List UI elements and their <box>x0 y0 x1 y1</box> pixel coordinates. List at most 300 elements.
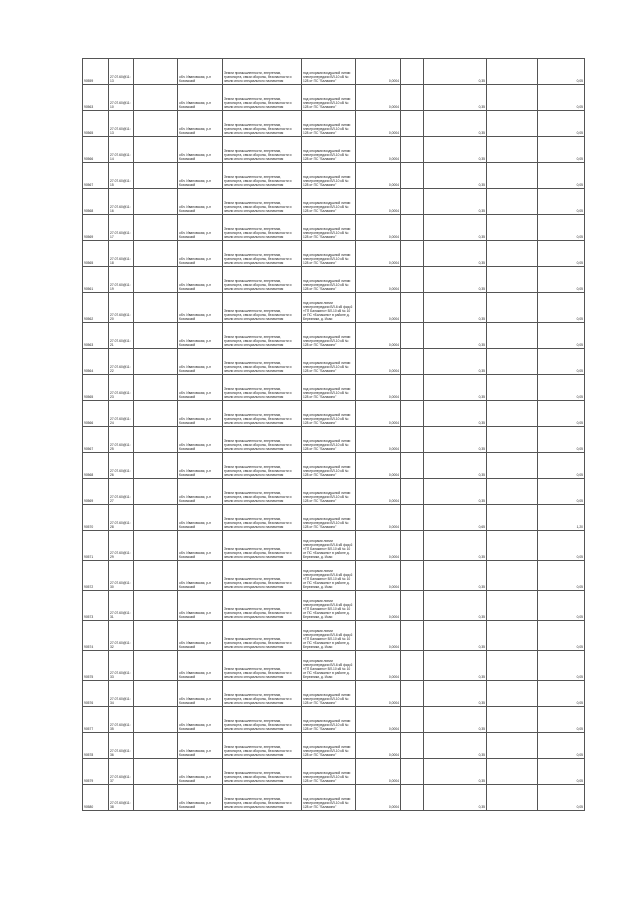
table-row <box>83 85 585 111</box>
rate-cell: 0,05 <box>538 349 585 375</box>
cadastral-number-cell: 90568 <box>83 453 109 479</box>
empty-cell <box>401 561 424 591</box>
address-cell: обл. Ивановская, р-н Кохомский <box>178 759 223 785</box>
value-cell: 0,35 <box>424 137 487 163</box>
empty-cell <box>487 163 538 189</box>
area-cell: 0,0004 <box>356 453 401 479</box>
empty-cell <box>401 349 424 375</box>
permitted-use-cell: под опорами воздушной линии электропередачи ВЛ-10 кВ № 128 от ПС "Балакино" <box>302 785 356 811</box>
table-row <box>83 621 585 651</box>
area-cell: 0,0004 <box>356 427 401 453</box>
empty-cell <box>487 591 538 621</box>
area-cell: 0,0004 <box>356 733 401 759</box>
empty-cell <box>401 621 424 651</box>
address-cell: обл. Ивановская, р-н Кохомский <box>178 323 223 349</box>
table-row <box>83 733 585 759</box>
cadastral-number-cell: 90572 <box>83 561 109 591</box>
value-cell: 0,35 <box>424 59 487 85</box>
permitted-use-cell: под опорами воздушной линии электропередачи ВЛ-10 кВ № 128 от ПС "Балакино" <box>302 163 356 189</box>
address-cell: обл. Ивановская, р-н Кохомский <box>178 681 223 707</box>
empty-cell <box>487 375 538 401</box>
cadastral-number-cell: 90567 <box>83 163 109 189</box>
rate-cell: 0,05 <box>538 759 585 785</box>
area-cell: 0,0004 <box>356 621 401 651</box>
value-cell: 0,35 <box>424 241 487 267</box>
address-cell: обл. Ивановская, р-н Кохомский <box>178 561 223 591</box>
empty-cell <box>487 561 538 591</box>
empty-cell <box>487 215 538 241</box>
permitted-use-cell: под опорами воздушной линии электропередачи ВЛ-10 кВ № 128 от ПС "Балакино" <box>302 189 356 215</box>
registration-date-cell: 27.07.60@11:19 <box>109 267 134 293</box>
empty-cell <box>134 453 178 479</box>
empty-cell <box>134 111 178 137</box>
land-category-cell: Земли промышленности, энергетики, транспорта, связи обороны, безопасности и земли иного специального назначения <box>223 163 302 189</box>
land-category-cell: Земли промышленности, энергетики, транспорта, связи обороны, безопасности и земли иного специального назначения <box>223 591 302 621</box>
rate-cell: 0,05 <box>538 163 585 189</box>
registration-date-cell: 27.07.60@11:36 <box>109 733 134 759</box>
address-cell: обл. Ивановская, р-н Кохомский <box>178 137 223 163</box>
value-cell: 0,35 <box>424 349 487 375</box>
value-cell: 0,35 <box>424 163 487 189</box>
empty-cell <box>134 241 178 267</box>
cadastral-number-cell: 90567 <box>83 427 109 453</box>
address-cell: обл. Ивановская, р-н Кохомский <box>178 479 223 505</box>
rate-cell: 0,05 <box>538 453 585 479</box>
empty-cell <box>487 785 538 811</box>
land-category-cell: Земли промышленности, энергетики, транспорта, связи обороны, безопасности и земли иного специального назначения <box>223 733 302 759</box>
area-cell: 0,0004 <box>356 189 401 215</box>
address-cell: обл. Ивановская, р-н Кохомский <box>178 707 223 733</box>
empty-cell <box>401 505 424 531</box>
address-cell: обл. Ивановская, р-н Кохомский <box>178 785 223 811</box>
table-row <box>83 427 585 453</box>
cadastral-number-cell: 90564 <box>83 349 109 375</box>
land-registry-sheet <box>82 58 583 811</box>
value-cell: 0,35 <box>424 621 487 651</box>
permitted-use-cell: под опорами воздушной линии электропередачи ВЛ-10 кВ № 128 от ПС "Балакино" <box>302 733 356 759</box>
empty-cell <box>401 401 424 427</box>
address-cell: обл. Ивановская, р-н Кохомский <box>178 453 223 479</box>
registration-date-cell: 27.07.60@11:20 <box>109 293 134 323</box>
empty-cell <box>401 215 424 241</box>
land-category-cell: Земли промышленности, энергетики, транспорта, связи обороны, безопасности и земли иного специального назначения <box>223 561 302 591</box>
empty-cell <box>401 137 424 163</box>
empty-cell <box>134 427 178 453</box>
empty-cell <box>487 531 538 561</box>
registration-date-cell: 27.07.60@11:37 <box>109 759 134 785</box>
rate-cell: 0,05 <box>538 651 585 681</box>
registration-date-cell: 27.07.60@11:22 <box>109 349 134 375</box>
land-category-cell: Земли промышленности, энергетики, транспорта, связи обороны, безопасности и земли иного специального назначения <box>223 375 302 401</box>
registration-date-cell: 27.07.60@11:29 <box>109 531 134 561</box>
address-cell: обл. Ивановская, р-н Кохомский <box>178 651 223 681</box>
area-cell: 0,0004 <box>356 531 401 561</box>
area-cell: 0,0004 <box>356 349 401 375</box>
empty-cell <box>134 785 178 811</box>
address-cell: обл. Ивановская, р-н Кохомский <box>178 349 223 375</box>
empty-cell <box>487 453 538 479</box>
empty-cell <box>487 733 538 759</box>
rate-cell: 0,05 <box>538 733 585 759</box>
land-category-cell: Земли промышленности, энергетики, транспорта, связи обороны, безопасности и земли иного специального назначения <box>223 427 302 453</box>
registration-date-cell: 27.07.60@11:27 <box>109 479 134 505</box>
land-category-cell: Земли промышленности, энергетики, транспорта, связи обороны, безопасности и земли иного специального назначения <box>223 349 302 375</box>
value-cell: 0,65 <box>424 505 487 531</box>
table-row <box>83 111 585 137</box>
land-category-cell: Земли промышленности, энергетики, транспорта, связи обороны, безопасности и земли иного специального назначения <box>223 59 302 85</box>
value-cell: 0,35 <box>424 85 487 111</box>
rate-cell: 0,05 <box>538 479 585 505</box>
area-cell: 0,0004 <box>356 707 401 733</box>
registration-date-cell: 27.07.60@11:25 <box>109 427 134 453</box>
permitted-use-cell: под опорами линии электропередачи ВЛ-6 кВ фид.6 «ТП Балакино» ВЛ-10 кВ № 10 от ПС «Балакино» в районе д. Березники, д. Исаи <box>302 531 356 561</box>
empty-cell <box>134 267 178 293</box>
value-cell: 0,35 <box>424 453 487 479</box>
empty-cell <box>487 189 538 215</box>
table-row <box>83 215 585 241</box>
empty-cell <box>134 505 178 531</box>
empty-cell <box>401 293 424 323</box>
land-category-cell: Земли промышленности, энергетики, транспорта, связи обороны, безопасности и земли иного специального назначения <box>223 401 302 427</box>
permitted-use-cell: под опорами воздушной линии электропередачи ВЛ-10 кВ № 128 от ПС "Балакино" <box>302 85 356 111</box>
area-cell: 0,0004 <box>356 59 401 85</box>
registration-date-cell: 27.07.60@11:35 <box>109 707 134 733</box>
empty-cell <box>487 293 538 323</box>
area-cell: 0,0004 <box>356 785 401 811</box>
table-row <box>83 681 585 707</box>
empty-cell <box>134 621 178 651</box>
rate-cell: 0,05 <box>538 85 585 111</box>
land-category-cell: Земли промышленности, энергетики, транспорта, связи обороны, безопасности и земли иного специального назначения <box>223 785 302 811</box>
cadastral-number-cell: 90569 <box>83 215 109 241</box>
rate-cell: 0,05 <box>538 531 585 561</box>
address-cell: обл. Ивановская, р-н Кохомский <box>178 375 223 401</box>
empty-cell <box>401 111 424 137</box>
address-cell: обл. Ивановская, р-н Кохомский <box>178 293 223 323</box>
empty-cell <box>134 759 178 785</box>
area-cell: 0,0004 <box>356 401 401 427</box>
rate-cell: 0,05 <box>538 137 585 163</box>
address-cell: обл. Ивановская, р-н Кохомский <box>178 591 223 621</box>
land-category-cell: Земли промышленности, энергетики, транспорта, связи обороны, безопасности и земли иного специального назначения <box>223 215 302 241</box>
address-cell: обл. Ивановская, р-н Кохомский <box>178 215 223 241</box>
registration-date-cell: 27.07.60@11:17 <box>109 215 134 241</box>
empty-cell <box>401 267 424 293</box>
area-cell: 0,0004 <box>356 241 401 267</box>
registration-date-cell: 27.07.60@11:18 <box>109 241 134 267</box>
table-row <box>83 651 585 681</box>
empty-cell <box>134 349 178 375</box>
table-row <box>83 323 585 349</box>
empty-cell <box>401 759 424 785</box>
permitted-use-cell: под опорами воздушной линии электропередачи ВЛ-10 кВ № 128 от ПС "Балакино" <box>302 323 356 349</box>
empty-cell <box>487 323 538 349</box>
cadastral-number-cell: 90570 <box>83 505 109 531</box>
cadastral-number-cell: 90568 <box>83 189 109 215</box>
permitted-use-cell: под опорами воздушной линии электропередачи ВЛ-10 кВ № 128 от ПС "Балакино" <box>302 267 356 293</box>
land-category-cell: Земли промышленности, энергетики, транспорта, связи обороны, безопасности и земли иного специального назначения <box>223 85 302 111</box>
table-row <box>83 707 585 733</box>
permitted-use-cell: под опорами воздушной линии электропередачи ВЛ-10 кВ № 128 от ПС "Балакино" <box>302 505 356 531</box>
cadastral-number-cell: 90565 <box>83 241 109 267</box>
table-row <box>83 759 585 785</box>
empty-cell <box>401 59 424 85</box>
empty-cell <box>487 505 538 531</box>
rate-cell: 0,05 <box>538 427 585 453</box>
cadastral-number-cell: 90565 <box>83 375 109 401</box>
address-cell: обл. Ивановская, р-н Кохомский <box>178 85 223 111</box>
empty-cell <box>487 401 538 427</box>
address-cell: обл. Ивановская, р-н Кохомский <box>178 59 223 85</box>
rate-cell: 1,20 <box>538 505 585 531</box>
permitted-use-cell: под опорами воздушной линии электропередачи ВЛ-10 кВ № 128 от ПС "Балакино" <box>302 401 356 427</box>
empty-cell <box>401 785 424 811</box>
table-row <box>83 591 585 621</box>
table-row <box>83 401 585 427</box>
registration-date-cell: 27.07.60@11:16 <box>109 189 134 215</box>
empty-cell <box>134 375 178 401</box>
rate-cell: 0,05 <box>538 785 585 811</box>
empty-cell <box>134 137 178 163</box>
empty-cell <box>487 85 538 111</box>
rate-cell: 0,05 <box>538 215 585 241</box>
area-cell: 0,0004 <box>356 681 401 707</box>
address-cell: обл. Ивановская, р-н Кохомский <box>178 531 223 561</box>
table-row <box>83 293 585 323</box>
rate-cell: 0,05 <box>538 561 585 591</box>
value-cell: 0,35 <box>424 401 487 427</box>
area-cell: 0,0004 <box>356 651 401 681</box>
empty-cell <box>401 531 424 561</box>
permitted-use-cell: под опорами воздушной линии электропередачи ВЛ-10 кВ № 128 от ПС "Балакино" <box>302 241 356 267</box>
land-category-cell: Земли промышленности, энергетики, транспорта, связи обороны, безопасности и земли иного специального назначения <box>223 189 302 215</box>
table-row <box>83 531 585 561</box>
address-cell: обл. Ивановская, р-н Кохомский <box>178 401 223 427</box>
rate-cell: 0,05 <box>538 111 585 137</box>
permitted-use-cell: под опорами воздушной линии электропередачи ВЛ-10 кВ № 128 от ПС "Балакино" <box>302 427 356 453</box>
value-cell: 0,35 <box>424 561 487 591</box>
address-cell: обл. Ивановская, р-н Кохомский <box>178 267 223 293</box>
registration-date-cell: 27.07.60@11:38 <box>109 785 134 811</box>
area-cell: 0,0004 <box>356 111 401 137</box>
empty-cell <box>401 323 424 349</box>
area-cell: 0,0004 <box>356 293 401 323</box>
address-cell: обл. Ивановская, р-н Кохомский <box>178 241 223 267</box>
table-row <box>83 163 585 189</box>
empty-cell <box>134 85 178 111</box>
empty-cell <box>401 453 424 479</box>
table-row <box>83 349 585 375</box>
rate-cell: 0,05 <box>538 401 585 427</box>
value-cell: 0,35 <box>424 733 487 759</box>
empty-cell <box>134 707 178 733</box>
value-cell: 0,35 <box>424 591 487 621</box>
table-row <box>83 241 585 267</box>
registration-date-cell: 27.07.60@11:13 <box>109 59 134 85</box>
empty-cell <box>487 111 538 137</box>
empty-cell <box>487 707 538 733</box>
permitted-use-cell: под опорами воздушной линии электропередачи ВЛ-10 кВ № 128 от ПС "Балакино" <box>302 707 356 733</box>
registration-date-cell: 27.07.60@11:26 <box>109 453 134 479</box>
address-cell: обл. Ивановская, р-н Кохомский <box>178 427 223 453</box>
cadastral-number-cell: 90569 <box>83 479 109 505</box>
rate-cell: 0,05 <box>538 707 585 733</box>
area-cell: 0,0004 <box>356 505 401 531</box>
cadastral-number-cell: 90580 <box>83 785 109 811</box>
address-cell: обл. Ивановская, р-н Кохомский <box>178 621 223 651</box>
empty-cell <box>134 215 178 241</box>
empty-cell <box>134 651 178 681</box>
land-category-cell: Земли промышленности, энергетики, транспорта, связи обороны, безопасности и земли иного специального назначения <box>223 323 302 349</box>
empty-cell <box>134 293 178 323</box>
empty-cell <box>401 591 424 621</box>
empty-cell <box>134 681 178 707</box>
table-row <box>83 137 585 163</box>
table-row <box>83 785 585 811</box>
permitted-use-cell: под опорами воздушной линии электропередачи ВЛ-10 кВ № 128 от ПС "Балакино" <box>302 59 356 85</box>
registration-date-cell: 27.07.60@11:24 <box>109 401 134 427</box>
registration-date-cell: 27.07.60@11:28 <box>109 505 134 531</box>
permitted-use-cell: под опорами воздушной линии электропередачи ВЛ-10 кВ № 128 от ПС "Балакино" <box>302 137 356 163</box>
table-body <box>83 59 585 811</box>
area-cell: 0,0004 <box>356 267 401 293</box>
area-cell: 0,0004 <box>356 323 401 349</box>
registration-date-cell: 27.07.60@11:15 <box>109 163 134 189</box>
area-cell: 0,0004 <box>356 479 401 505</box>
empty-cell <box>487 479 538 505</box>
area-cell: 0,0004 <box>356 137 401 163</box>
value-cell: 0,35 <box>424 375 487 401</box>
value-cell: 0,35 <box>424 785 487 811</box>
value-cell: 0,35 <box>424 267 487 293</box>
permitted-use-cell: под опорами воздушной линии электропередачи ВЛ-10 кВ № 128 от ПС "Балакино" <box>302 453 356 479</box>
empty-cell <box>401 651 424 681</box>
area-cell: 0,0004 <box>356 591 401 621</box>
cadastral-number-cell: 90565 <box>83 111 109 137</box>
permitted-use-cell: под опорами воздушной линии электропередачи ВЛ-10 кВ № 128 от ПС "Балакино" <box>302 375 356 401</box>
land-category-cell: Земли промышленности, энергетики, транспорта, связи обороны, безопасности и земли иного специального назначения <box>223 453 302 479</box>
empty-cell <box>134 59 178 85</box>
land-category-cell: Земли промышленности, энергетики, транспорта, связи обороны, безопасности и земли иного специального назначения <box>223 241 302 267</box>
rate-cell: 0,05 <box>538 267 585 293</box>
registration-date-cell: 27.07.60@11:33 <box>109 651 134 681</box>
cadastral-number-cell: 90563 <box>83 85 109 111</box>
empty-cell <box>401 241 424 267</box>
empty-cell <box>401 189 424 215</box>
registration-date-cell: 27.07.60@11:30 <box>109 561 134 591</box>
address-cell: обл. Ивановская, р-н Кохомский <box>178 733 223 759</box>
empty-cell <box>487 137 538 163</box>
rate-cell: 0,05 <box>538 323 585 349</box>
table-row <box>83 59 585 85</box>
permitted-use-cell: под опорами линии электропередачи ВЛ-6 кВ фид.6 «ТП Балакино» ВЛ-10 кВ № 10 от ПС «Балакино» в районе д. Березники, д. Исаи <box>302 651 356 681</box>
registration-date-cell: 27.07.60@11:13 <box>109 111 134 137</box>
area-cell: 0,0004 <box>356 561 401 591</box>
land-category-cell: Земли промышленности, энергетики, транспорта, связи обороны, безопасности и земли иного специального назначения <box>223 137 302 163</box>
value-cell: 0,35 <box>424 323 487 349</box>
rate-cell: 0,05 <box>538 681 585 707</box>
registration-date-cell: 27.07.60@11:31 <box>109 591 134 621</box>
value-cell: 0,35 <box>424 759 487 785</box>
table-row <box>83 453 585 479</box>
registration-date-cell: 27.07.60@11:23 <box>109 375 134 401</box>
empty-cell <box>487 759 538 785</box>
rate-cell: 0,05 <box>538 59 585 85</box>
land-category-cell: Земли промышленности, энергетики, транспорта, связи обороны, безопасности и земли иного специального назначения <box>223 293 302 323</box>
cadastral-number-cell: 90571 <box>83 531 109 561</box>
permitted-use-cell: под опорами воздушной линии электропередачи ВЛ-10 кВ № 128 от ПС "Балакино" <box>302 759 356 785</box>
empty-cell <box>134 479 178 505</box>
land-category-cell: Земли промышленности, энергетики, транспорта, связи обороны, безопасности и земли иного специального назначения <box>223 707 302 733</box>
area-cell: 0,0004 <box>356 163 401 189</box>
cadastral-number-cell: 90561 <box>83 267 109 293</box>
table-row <box>83 375 585 401</box>
land-category-cell: Земли промышленности, энергетики, транспорта, связи обороны, безопасности и земли иного специального назначения <box>223 651 302 681</box>
cadastral-number-cell: 90573 <box>83 591 109 621</box>
cadastral-number-cell: 90559 <box>83 59 109 85</box>
empty-cell <box>487 267 538 293</box>
empty-cell <box>401 163 424 189</box>
land-category-cell: Земли промышленности, энергетики, транспорта, связи обороны, безопасности и земли иного специального назначения <box>223 531 302 561</box>
area-cell: 0,0004 <box>356 759 401 785</box>
empty-cell <box>401 681 424 707</box>
value-cell: 0,35 <box>424 189 487 215</box>
empty-cell <box>401 479 424 505</box>
cadastral-number-cell: 90566 <box>83 401 109 427</box>
registration-date-cell: 27.07.60@11:10 <box>109 85 134 111</box>
permitted-use-cell: под опорами воздушной линии электропередачи ВЛ-10 кВ № 128 от ПС "Балакино" <box>302 215 356 241</box>
value-cell: 0,35 <box>424 293 487 323</box>
permitted-use-cell: под опорами линии электропередачи ВЛ-6 кВ фид.6 «ТП Балакино» ВЛ-10 кВ № 10 от ПС «Балакино» в районе д. Березники, д. Исаи <box>302 621 356 651</box>
cadastral-number-cell: 90578 <box>83 733 109 759</box>
empty-cell <box>134 561 178 591</box>
land-parcels-table <box>82 58 585 811</box>
permitted-use-cell: под опорами линии электропередачи ВЛ-6 кВ фид.6 «ТП Балакино» ВЛ-10 кВ № 10 от ПС «Балакино» в районе д. Березники, д. Исаи <box>302 561 356 591</box>
permitted-use-cell: под опорами воздушной линии электропередачи ВЛ-10 кВ № 128 от ПС "Балакино" <box>302 111 356 137</box>
empty-cell <box>487 241 538 267</box>
land-category-cell: Земли промышленности, энергетики, транспорта, связи обороны, безопасности и земли иного специального назначения <box>223 505 302 531</box>
empty-cell <box>401 85 424 111</box>
table-row <box>83 189 585 215</box>
rate-cell: 0,05 <box>538 375 585 401</box>
value-cell: 0,35 <box>424 111 487 137</box>
registration-date-cell: 27.07.60@11:21 <box>109 323 134 349</box>
rate-cell: 0,05 <box>538 621 585 651</box>
address-cell: обл. Ивановская, р-н Кохомский <box>178 189 223 215</box>
empty-cell <box>401 427 424 453</box>
registration-date-cell: 27.07.60@11:34 <box>109 681 134 707</box>
land-category-cell: Земли промышленности, энергетики, транспорта, связи обороны, безопасности и земли иного специального назначения <box>223 681 302 707</box>
area-cell: 0,0004 <box>356 215 401 241</box>
address-cell: обл. Ивановская, р-н Кохомский <box>178 505 223 531</box>
empty-cell <box>134 189 178 215</box>
value-cell: 0,35 <box>424 427 487 453</box>
rate-cell: 0,05 <box>538 241 585 267</box>
cadastral-number-cell: 90577 <box>83 707 109 733</box>
empty-cell <box>134 401 178 427</box>
cadastral-number-cell: 90579 <box>83 759 109 785</box>
cadastral-number-cell: 90574 <box>83 621 109 651</box>
land-category-cell: Земли промышленности, энергетики, транспорта, связи обороны, безопасности и земли иного специального назначения <box>223 479 302 505</box>
empty-cell <box>487 651 538 681</box>
area-cell: 0,0004 <box>356 375 401 401</box>
registration-date-cell: 27.07.60@11:32 <box>109 621 134 651</box>
empty-cell <box>134 323 178 349</box>
cadastral-number-cell: 90575 <box>83 651 109 681</box>
permitted-use-cell: под опорами воздушной линии электропередачи ВЛ-10 кВ № 128 от ПС "Балакино" <box>302 349 356 375</box>
empty-cell <box>487 59 538 85</box>
empty-cell <box>134 591 178 621</box>
